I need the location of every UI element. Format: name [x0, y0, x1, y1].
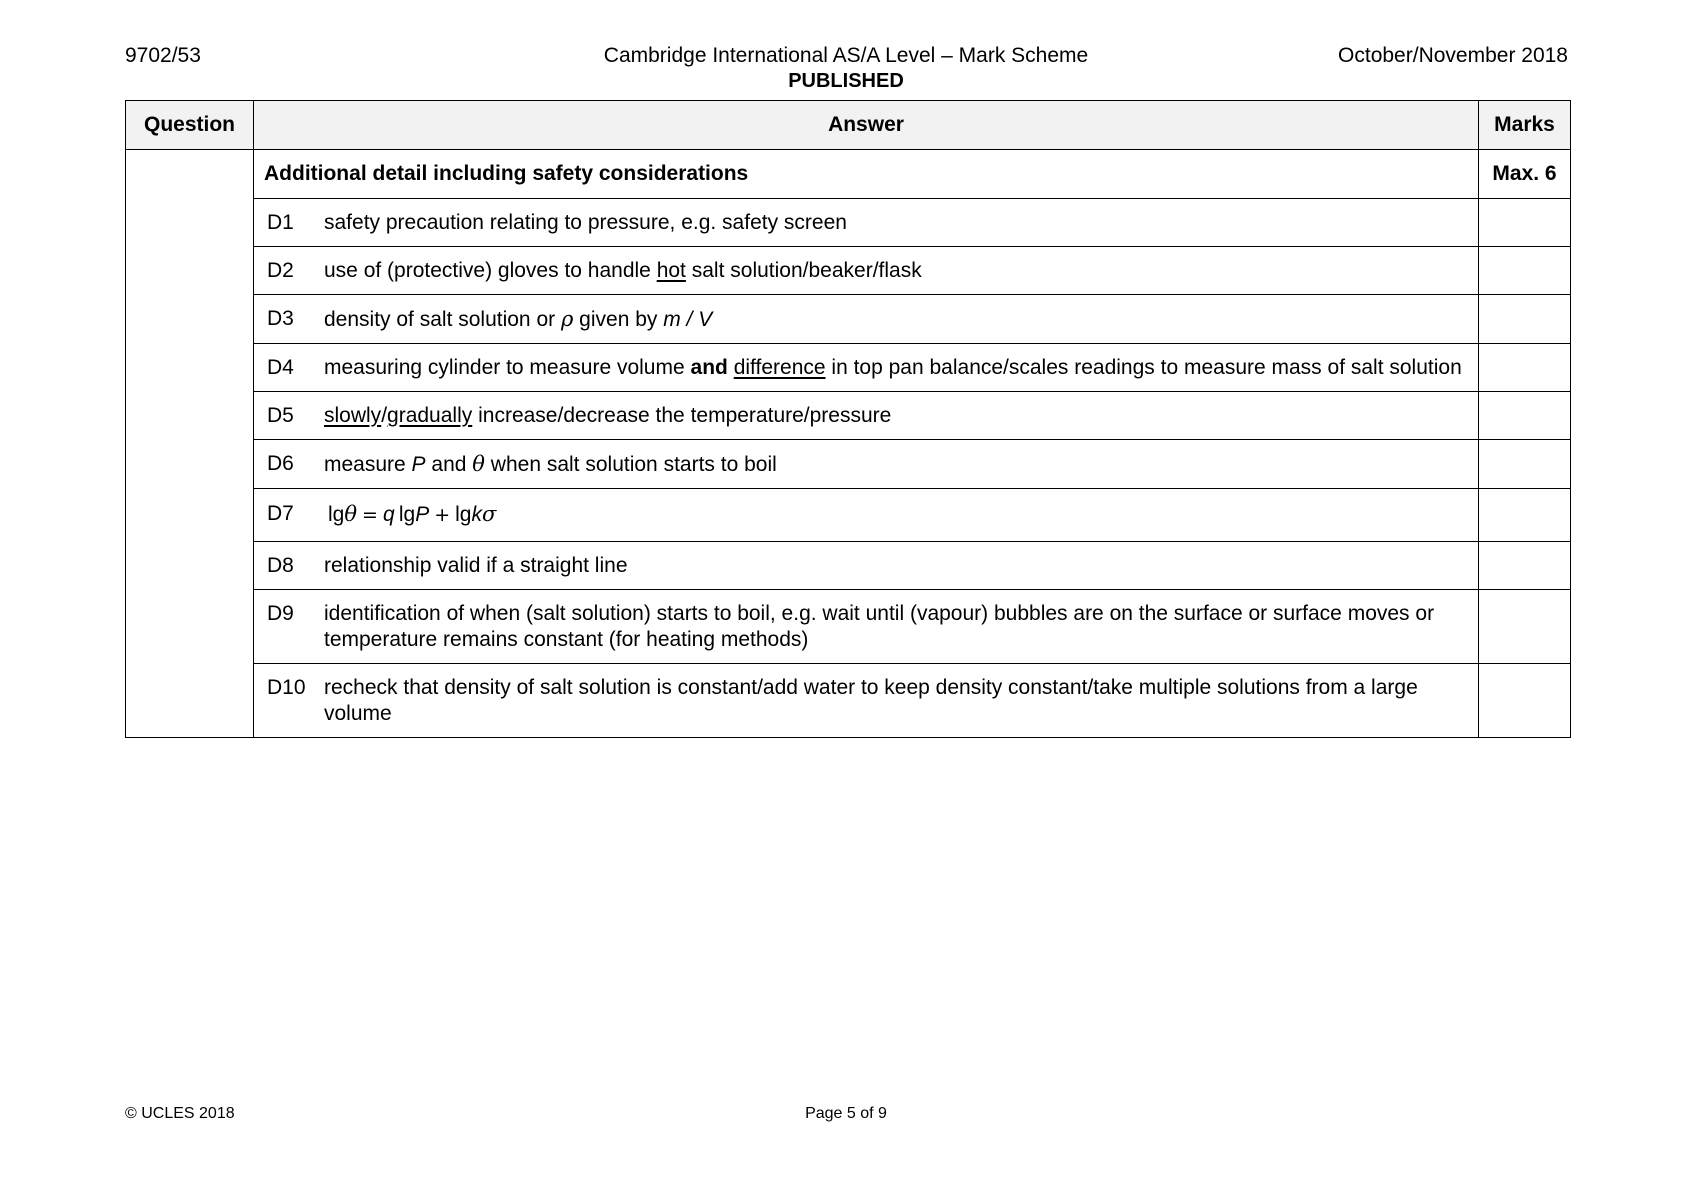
section-marks: Max. 6	[1479, 150, 1571, 199]
item-code: D9	[267, 602, 294, 625]
marks-cell	[1479, 295, 1571, 344]
marks-cell	[1479, 440, 1571, 489]
exam-session: October/November 2018	[1338, 44, 1568, 67]
table-row	[126, 344, 1571, 392]
theta-symbol: θ	[472, 452, 485, 476]
table-row	[126, 489, 1571, 542]
item-text: identification of when (salt solution) starts to boil, e.g. wait until (vapour) bubbles are on the surface or surface moves or temperature remains constant (for heating methods)	[324, 602, 1435, 651]
marks-header: Marks	[1479, 101, 1571, 150]
marks-cell	[1479, 199, 1571, 247]
item-text: recheck that density of salt solution is constant/add water to keep density constant/take multiple solutions from a large volume	[324, 676, 1418, 725]
section-title: Additional detail including safety considerations	[254, 150, 1479, 199]
item-text: measure P and θ when salt solution starts to boil	[324, 452, 777, 476]
item-text: density of salt solution or ρ given by m / V	[324, 307, 713, 331]
item-code: D2	[267, 259, 294, 282]
item-code: D10	[267, 676, 306, 699]
marks-cell	[1479, 247, 1571, 295]
underlined-term: gradually	[387, 404, 473, 427]
table-header-row	[126, 101, 1571, 150]
item-code: D5	[267, 404, 294, 427]
item-code: D6	[267, 452, 294, 475]
underlined-term: difference	[733, 356, 826, 379]
table-row	[126, 392, 1571, 440]
marks-cell	[1479, 664, 1571, 738]
item-code: D7	[267, 502, 294, 525]
copyright: © UCLES 2018	[125, 1105, 235, 1122]
table-row	[126, 295, 1571, 344]
item-text: relationship valid if a straight line	[324, 554, 628, 577]
marks-cell	[1479, 590, 1571, 664]
item-code: D4	[267, 356, 294, 379]
published-label: PUBLISHED	[788, 70, 904, 92]
answer-header: Answer	[254, 101, 1479, 150]
equation: lgθ = q lgP + lgkσ	[328, 502, 497, 526]
paper-code: 9702/53	[125, 44, 201, 67]
question-cell	[126, 150, 254, 738]
question-header: Question	[126, 101, 254, 150]
item-code: D3	[267, 307, 294, 330]
item-code: D8	[267, 554, 294, 577]
document-title-text: Cambridge International AS/A Level – Mark Scheme	[603, 44, 1089, 67]
item-text: slowly/gradually increase/decrease the temperature/pressure	[324, 404, 892, 427]
table-row	[126, 247, 1571, 295]
item-text: safety precaution relating to pressure, e.g. safety screen	[324, 211, 847, 234]
mass-over-volume: m / V	[663, 308, 713, 331]
marks-cell	[1479, 344, 1571, 392]
table-row	[126, 199, 1571, 247]
item-code: D1	[267, 211, 294, 234]
table-row	[126, 542, 1571, 590]
table-row	[126, 440, 1571, 489]
rho-symbol: ρ	[560, 307, 574, 331]
mark-scheme-table	[125, 100, 1571, 738]
item-text: measuring cylinder to measure volume and difference in top pan balance/scales readings to measure mass of salt solution	[324, 356, 1462, 379]
section-row	[126, 150, 1571, 199]
marks-cell	[1479, 392, 1571, 440]
page-number: Page 5 of 9	[805, 1105, 887, 1122]
marks-cell	[1479, 542, 1571, 590]
underlined-term: slowly	[324, 404, 382, 427]
table-row	[126, 664, 1571, 738]
table-row	[126, 590, 1571, 664]
marks-cell	[1479, 489, 1571, 542]
underlined-term: hot	[656, 259, 686, 282]
item-text: use of (protective) gloves to handle hot salt solution/beaker/flask	[324, 259, 922, 282]
pressure-symbol: P	[411, 453, 426, 476]
bold-term: and	[690, 356, 728, 379]
